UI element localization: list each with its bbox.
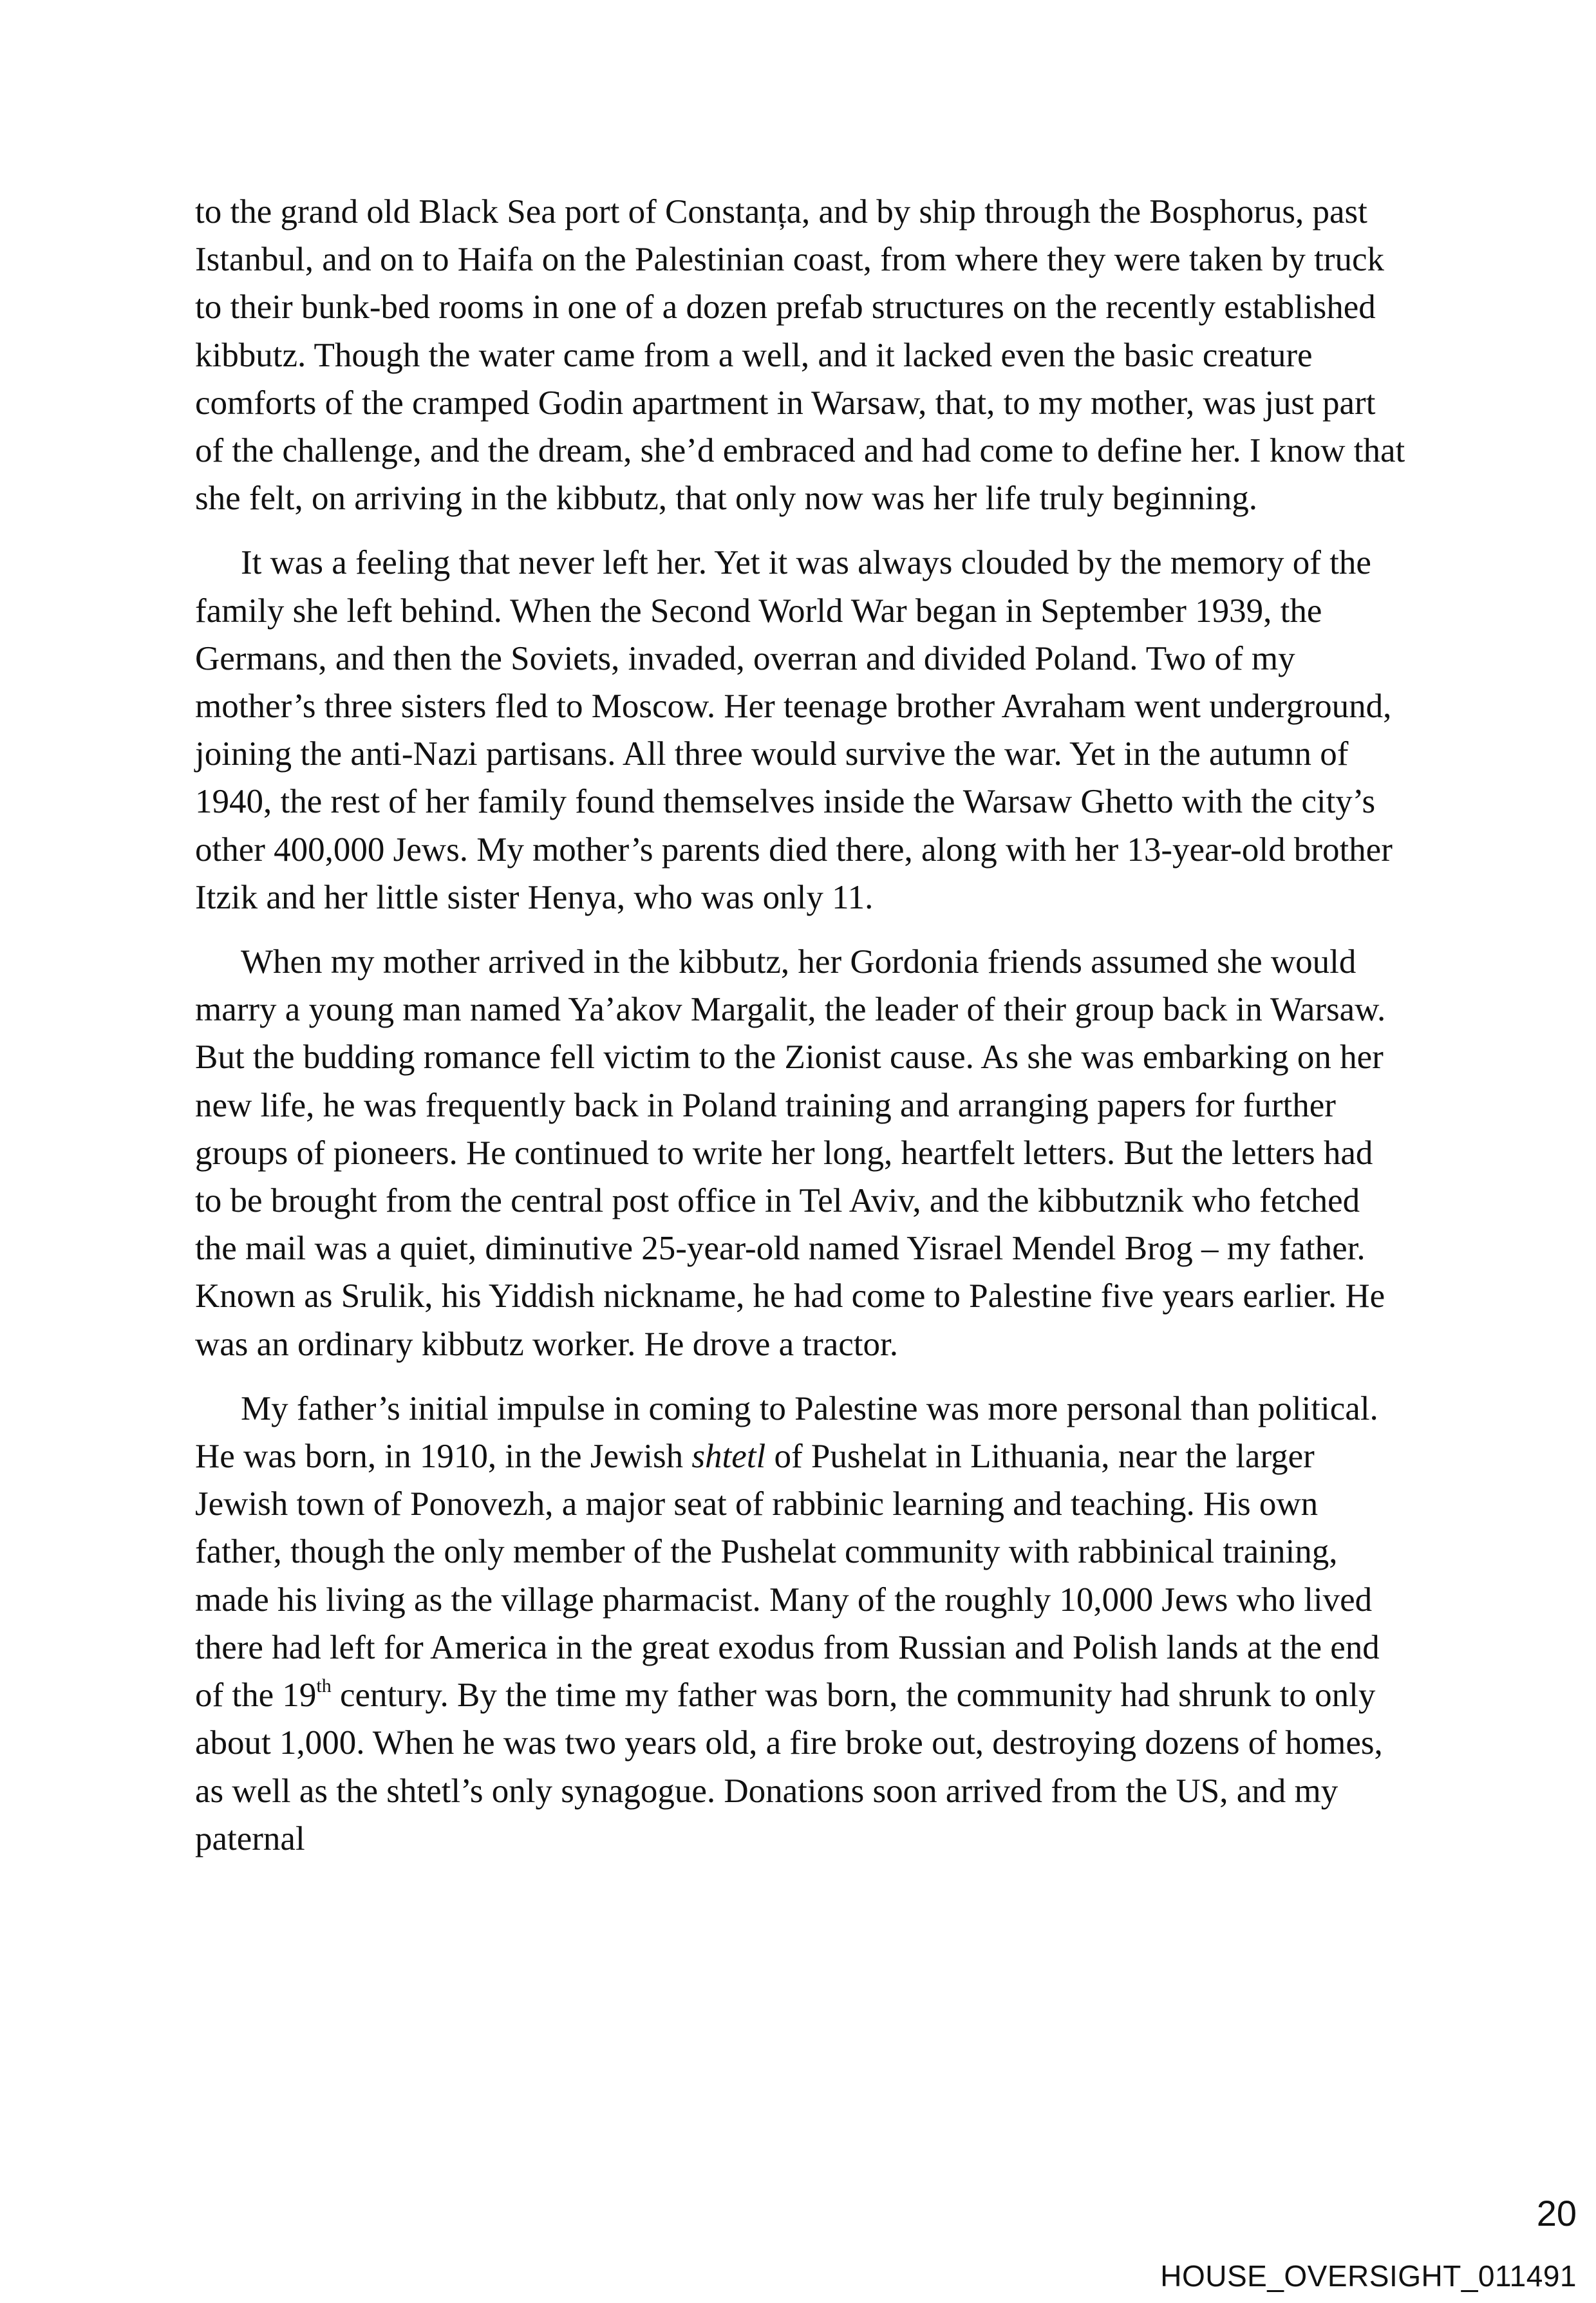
paragraph-4 [195,1385,1405,1863]
paragraph-3: When my mother arrived in the kibbutz, her Gordonia friends assumed she would marry a young man named Ya’akov Margalit, the leader of their group back in Warsaw. But the budding romance fell victim to the Zionist cause. As she was embarking on her new life, he was frequently back in Poland training and arranging papers for further groups of pioneers. He continued to write her long, heartfelt letters. But the letters had to be brought from the central post office in Tel Aviv, and the kibbutznik who fetched the mail was a quiet, diminutive 25-year-old named Yisrael Mendel Brog – my father. Known as Srulik, his Yiddish nickname, he had come to Palestine five years earlier. He was an ordinary kibbutz worker. He drove a tractor. [195,943,1386,1363]
paragraph-4-part-3: century. By the time my father was born, the community had shrunk to only about 1,000. When he was two years old, a fire broke out, destroying dozens of homes, as well as the shtetl’s only synagogue. Donations soon arrived from the US, and my paternal [195,1677,1383,1857]
paragraph-2: It was a feeling that never left her. Yet it was always clouded by the memory of the family she left behind. When the Second World War began in September 1939, the Germans, and then the Soviets, invaded, overran and divided Poland. Two of my mother’s three sisters fled to Moscow. Her teenage brother Avraham went underground, joining the anti-Nazi partisans. All three would survive the war. Yet in the autumn of 1940, the rest of her family found themselves inside the Warsaw Ghetto with the city’s other 400,000 Jews. My mother’s parents died there, along with her 13-year-old brother Itzik and her little sister Henya, who was only 11. [195,544,1393,916]
italic-term-shtetl: shtetl [691,1438,766,1476]
bates-stamp: HOUSE_OVERSIGHT_011491 [1160,2259,1577,2293]
paragraph-4-part-2: of Pushelat in Lithuania, near the larger Jewish town of Ponovezh, a major seat of rabbinic learning and teaching. His own father, though the only member of the Pushelat community with rabbinical training, made his living as the village pharmacist. Many of the roughly 10,000 Jews who lived there had left for America in the great exodus from Russian and Polish lands at the end of the 19 [195,1438,1380,1715]
ordinal-superscript: th [316,1675,332,1697]
paragraph-1: to the grand old Black Sea port of Constanța, and by ship through the Bosphorus, past Istanbul, and on to Haifa on the Palestinian coast, from where they were taken by truck to their bunk-bed rooms in one of a dozen prefab structures on the recently established kibbutz. Though the water came from a well, and it lacked even the basic creature comforts of the cramped Godin apartment in Warsaw, that, to my mother, was just part of the challenge, and the dream, she’d embraced and had come to define her. I know that she felt, on arriving in the kibbutz, that only now was her life truly beginning. [195,193,1405,518]
paragraph-4-part-1: My father’s initial impulse in coming to Palestine was more personal than political. He was born, in 1910, in the Jewish [195,1389,1378,1476]
page-number: 20 [1536,2193,1577,2233]
body-text [195,188,1405,1879]
